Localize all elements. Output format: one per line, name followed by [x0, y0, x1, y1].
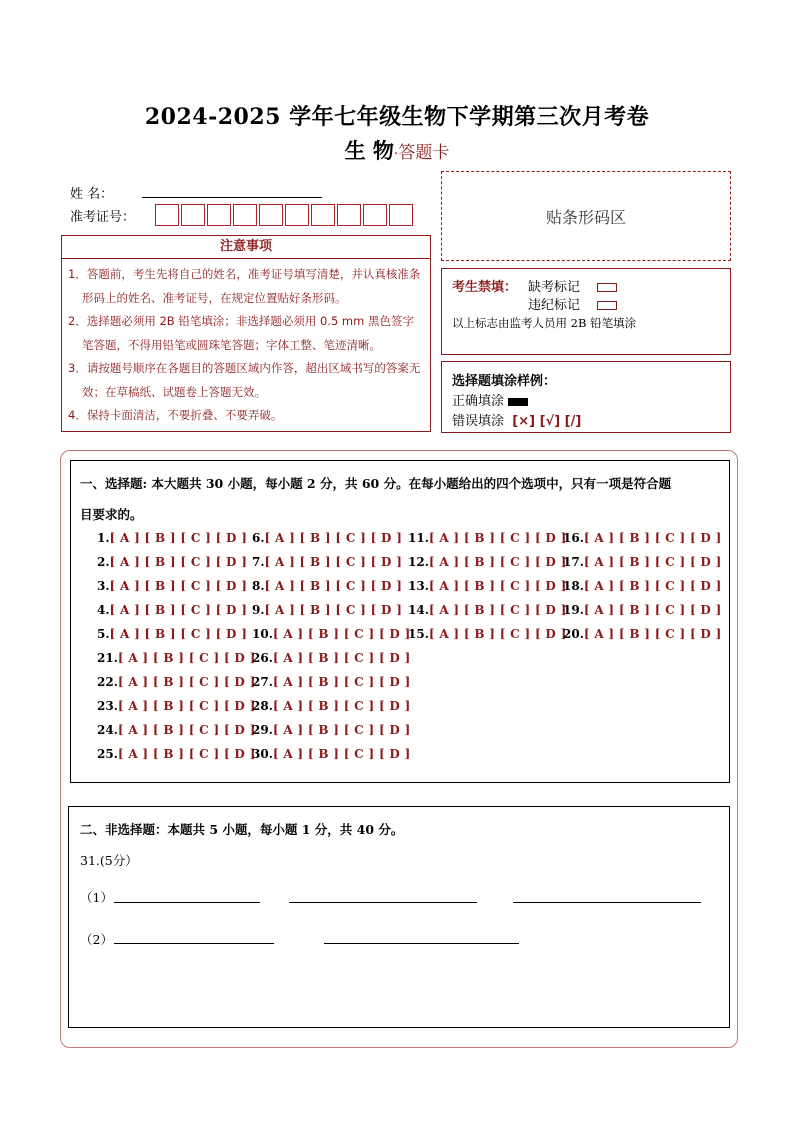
subject-name: 生 物 — [344, 138, 394, 163]
question-number: 25. — [97, 747, 118, 761]
question-number: 14. — [408, 603, 429, 617]
notice-box — [61, 235, 431, 432]
question-number: 4. — [97, 603, 110, 617]
question-number: 24. — [97, 723, 118, 737]
question-25-options[interactable] — [97, 747, 256, 761]
section-non-choice — [68, 806, 730, 1028]
sub-question-1-label: （1） — [80, 890, 113, 905]
question-number: 5. — [97, 627, 110, 641]
question-number: 23. — [97, 699, 118, 713]
question-2-options[interactable] — [97, 555, 247, 569]
section1-heading-line2: 目要求的。 — [80, 507, 143, 522]
id-digit-box[interactable] — [181, 204, 205, 226]
question-29-options[interactable] — [252, 723, 411, 737]
option-bubbles[interactable]: [ A ] [ B ] [ C ] [ D ] — [272, 627, 411, 641]
question-14-options[interactable] — [408, 603, 567, 617]
question-number: 18. — [563, 579, 584, 593]
fill-sample-box — [441, 361, 731, 433]
option-bubbles[interactable]: [ A ] [ B ] [ C ] [ D ] — [264, 555, 403, 569]
question-number: 16. — [563, 531, 584, 545]
id-digit-box[interactable] — [233, 204, 257, 226]
notice-item: 2．选择题必须用 2B 铅笔填涂；非选择题必须用 0.5 mm 黑色签字笔答题，不得用铅笔或圆珠笔答题；字体工整、笔迹清晰。 — [68, 314, 414, 352]
name-field[interactable] — [142, 197, 322, 198]
question-4-options[interactable] — [97, 603, 247, 617]
option-bubbles[interactable]: [ A ] [ B ] [ C ] [ D ] — [109, 555, 248, 569]
question-18-options[interactable] — [563, 579, 722, 593]
question-number: 21. — [97, 651, 118, 665]
question-1-options[interactable] — [97, 531, 247, 545]
exam-id-boxes[interactable] — [155, 204, 415, 226]
question-number: 12. — [408, 555, 429, 569]
question-16-options[interactable] — [563, 531, 722, 545]
option-bubbles[interactable]: [ A ] [ B ] [ C ] [ D ] — [428, 627, 567, 641]
sub-question-2-label: （2） — [80, 932, 113, 947]
subject-title — [0, 135, 794, 165]
option-bubbles[interactable]: [ A ] [ B ] [ C ] [ D ] — [583, 531, 722, 545]
question-27-options[interactable] — [252, 675, 411, 689]
question-6-options[interactable] — [252, 531, 402, 545]
option-bubbles[interactable]: [ A ] [ B ] [ C ] [ D ] — [428, 555, 567, 569]
question-number: 22. — [97, 675, 118, 689]
option-bubbles[interactable]: [ A ] [ B ] [ C ] [ D ] — [117, 723, 256, 737]
option-bubbles[interactable]: [ A ] [ B ] [ C ] [ D ] — [264, 579, 403, 593]
violation-label: 违纪标记 — [528, 298, 581, 313]
id-digit-box[interactable] — [363, 204, 387, 226]
question-20-options[interactable] — [563, 627, 722, 641]
question-5-options[interactable] — [97, 627, 247, 641]
barcode-area — [441, 171, 731, 261]
question-number: 30. — [252, 747, 273, 761]
option-bubbles[interactable]: [ A ] [ B ] [ C ] [ D ] — [428, 531, 567, 545]
question-number: 15. — [408, 627, 429, 641]
section2-heading: 二、非选择题：本题共 5 小题，每小题 1 分，共 40 分。 — [80, 822, 404, 837]
violation-mark-box[interactable] — [597, 301, 617, 310]
question-26-options[interactable] — [252, 651, 411, 665]
question-13-options[interactable] — [408, 579, 567, 593]
question-number: 7. — [252, 555, 265, 569]
id-digit-box[interactable] — [259, 204, 283, 226]
question-21-options[interactable] — [97, 651, 256, 665]
correct-fill-label: 正确填涂 — [452, 394, 505, 409]
correct-fill-mark — [508, 398, 528, 406]
barcode-label: 贴条形码区 — [545, 207, 626, 227]
id-digit-box[interactable] — [337, 204, 361, 226]
answer-line[interactable] — [114, 902, 260, 903]
option-bubbles[interactable]: [ A ] [ B ] [ C ] [ D ] — [428, 603, 567, 617]
question-number: 28. — [252, 699, 273, 713]
option-bubbles[interactable]: [ A ] [ B ] [ C ] [ D ] — [583, 627, 722, 641]
option-bubbles[interactable]: [ A ] [ B ] [ C ] [ D ] — [272, 651, 411, 665]
page-title: 2024-2025 学年七年级生物下学期第三次月考卷 — [144, 104, 650, 130]
question-28-options[interactable] — [252, 699, 411, 713]
section1-heading-line1: 一、选择题: 本大题共 30 小题，每小题 2 分，共 60 分。在每小题给出的四个选项中，只有一项是符合题 — [80, 476, 672, 491]
option-bubbles[interactable]: [ A ] [ B ] [ C ] [ D ] — [109, 603, 248, 617]
id-digit-box[interactable] — [285, 204, 309, 226]
question-10-options[interactable] — [252, 627, 411, 641]
section1-heading — [80, 468, 720, 530]
absent-label: 缺考标记 — [528, 280, 581, 295]
question-number: 8. — [252, 579, 265, 593]
question-number: 1. — [97, 531, 110, 545]
card-label: 答题卡 — [398, 143, 450, 163]
notice-heading: 注意事项 — [62, 236, 430, 259]
question-3-options[interactable] — [97, 579, 247, 593]
forbidden-box — [441, 268, 731, 355]
option-bubbles[interactable]: [ A ] [ B ] [ C ] [ D ] — [583, 555, 722, 569]
question-number: 27. — [252, 675, 273, 689]
name-label: 姓 名： — [70, 187, 114, 202]
question-11-options[interactable] — [408, 531, 567, 545]
question-number: 11. — [408, 531, 429, 545]
question-31-label: 31.(5分） — [80, 853, 138, 868]
option-bubbles[interactable]: [ A ] [ B ] [ C ] [ D ] — [264, 531, 403, 545]
option-bubbles[interactable]: [ A ] [ B ] [ C ] [ D ] — [272, 723, 411, 737]
question-9-options[interactable] — [252, 603, 402, 617]
option-bubbles[interactable]: [ A ] [ B ] [ C ] [ D ] — [109, 531, 248, 545]
forbidden-label: 考生禁填： — [452, 280, 518, 295]
question-8-options[interactable] — [252, 579, 402, 593]
option-bubbles[interactable]: [ A ] [ B ] [ C ] [ D ] — [109, 627, 248, 641]
forbidden-note: 以上标志由监考人员用 2B 铅笔填涂 — [452, 316, 637, 330]
wrong-fill-marks: [×] [√] [/] — [512, 414, 582, 429]
question-number: 29. — [252, 723, 273, 737]
question-number: 3. — [97, 579, 110, 593]
option-bubbles[interactable]: [ A ] [ B ] [ C ] [ D ] — [428, 579, 567, 593]
option-bubbles[interactable]: [ A ] [ B ] [ C ] [ D ] — [272, 675, 411, 689]
question-number: 2. — [97, 555, 110, 569]
question-number: 17. — [563, 555, 584, 569]
option-bubbles[interactable]: [ A ] [ B ] [ C ] [ D ] — [117, 651, 256, 665]
question-number: 6. — [252, 531, 265, 545]
question-19-options[interactable] — [563, 603, 722, 617]
notice-item: 1．答题前，考生先将自己的姓名，准考证号填写清楚，并认真核准条形码上的姓名、准考证号，在规定位置贴好条形码。 — [68, 267, 421, 305]
answer-line[interactable] — [513, 902, 701, 903]
option-bubbles[interactable]: [ A ] [ B ] [ C ] [ D ] — [264, 603, 403, 617]
question-number: 26. — [252, 651, 273, 665]
question-number: 10. — [252, 627, 273, 641]
question-23-options[interactable] — [97, 699, 256, 713]
option-bubbles[interactable]: [ A ] [ B ] [ C ] [ D ] — [117, 747, 256, 761]
option-bubbles[interactable]: [ A ] [ B ] [ C ] [ D ] — [272, 699, 411, 713]
id-digit-box[interactable] — [207, 204, 231, 226]
wrong-fill-label: 错误填涂 — [452, 414, 505, 429]
option-bubbles[interactable]: [ A ] [ B ] [ C ] [ D ] — [583, 603, 722, 617]
question-number: 19. — [563, 603, 584, 617]
answer-line[interactable] — [114, 943, 274, 944]
absent-mark-box[interactable] — [597, 283, 617, 292]
question-15-options[interactable] — [408, 627, 567, 641]
question-30-options[interactable] — [252, 747, 411, 761]
question-24-options[interactable] — [97, 723, 256, 737]
id-digit-box[interactable] — [155, 204, 179, 226]
option-bubbles[interactable]: [ A ] [ B ] [ C ] [ D ] — [583, 579, 722, 593]
answer-line[interactable] — [324, 943, 519, 944]
answer-line[interactable] — [289, 902, 477, 903]
subject-dot: · — [393, 146, 399, 162]
question-7-options[interactable] — [252, 555, 402, 569]
question-number: 20. — [563, 627, 584, 641]
fill-sample-label: 选择题填涂样例： — [452, 374, 557, 389]
question-number: 9. — [252, 603, 265, 617]
question-17-options[interactable] — [563, 555, 722, 569]
option-bubbles[interactable]: [ A ] [ B ] [ C ] [ D ] — [109, 579, 248, 593]
id-digit-box[interactable] — [389, 204, 413, 226]
question-22-options[interactable] — [97, 675, 256, 689]
option-bubbles[interactable]: [ A ] [ B ] [ C ] [ D ] — [117, 699, 256, 713]
id-label: 准考证号： — [70, 210, 136, 225]
id-digit-box[interactable] — [311, 204, 335, 226]
notice-item: 4．保持卡面清洁，不要折叠、不要弄破。 — [68, 408, 283, 422]
question-number: 13. — [408, 579, 429, 593]
option-bubbles[interactable]: [ A ] [ B ] [ C ] [ D ] — [117, 675, 256, 689]
question-12-options[interactable] — [408, 555, 567, 569]
notice-item: 3．请按题号顺序在各题目的答题区域内作答，超出区域书写的答案无效；在草稿纸、试题卷上答题无效。 — [68, 361, 421, 399]
option-bubbles[interactable]: [ A ] [ B ] [ C ] [ D ] — [272, 747, 411, 761]
